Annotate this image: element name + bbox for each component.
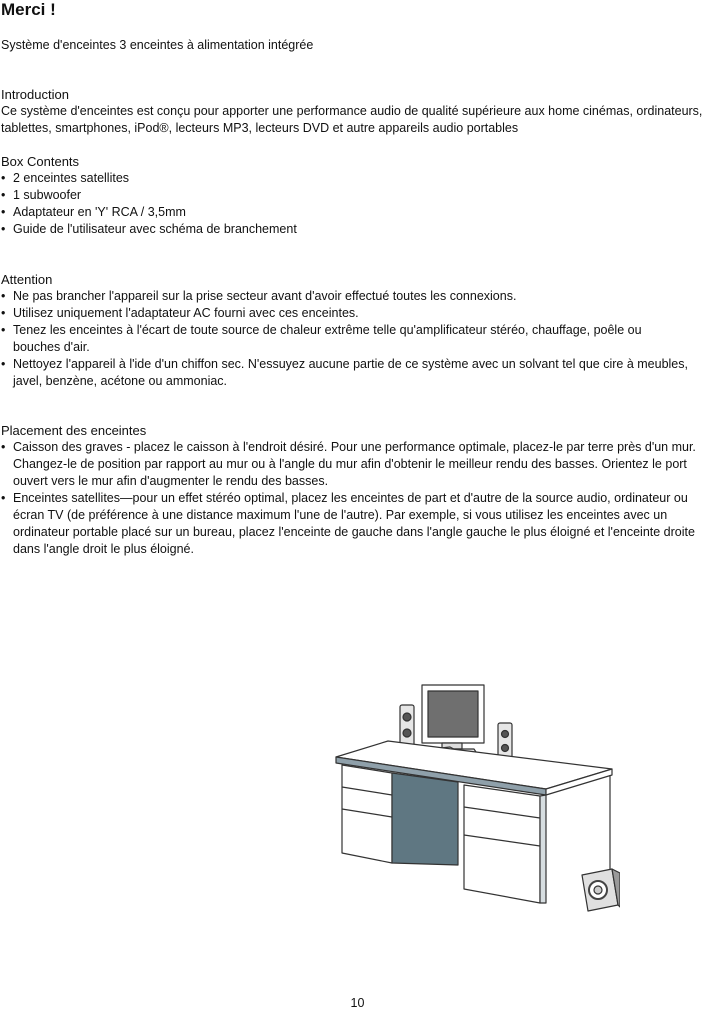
introduction-heading: Introduction <box>1 87 69 102</box>
product-subtitle: Système d'enceintes 3 enceintes à alimentation intégrée <box>1 38 314 52</box>
box-contents-list <box>1 170 713 238</box>
page-number: 10 <box>350 996 365 1010</box>
list-item: • Ne pas brancher l'appareil sur la prise secteur avant d'avoir effectué toutes les connexions. <box>1 288 713 305</box>
introduction-section <box>1 86 713 137</box>
list-item: • 1 subwoofer <box>1 187 713 204</box>
list-item: • 2 enceintes satellites <box>1 170 713 187</box>
list-item: • Adaptateur en 'Y' RCA / 3,5mm <box>1 204 713 221</box>
placement-heading: Placement des enceintes <box>1 423 147 438</box>
list-item: • Enceintes satellites—pour un effet stéréo optimal, placez les enceintes de part et d'autre de la source audio, ordinateur ou écran TV (de préférence à une distance maximum l'une de l'autre). Par exemple, si vous utilisez les enceintes avec un ordinateur portable placé sur un bureau, placez l'enceinte de gauche dans l'angle gauche le plus éloigné et l'enceinte droite dans l'angle droit le plus éloigné. <box>1 490 715 558</box>
attention-list <box>1 288 713 390</box>
attention-section <box>1 271 713 390</box>
page-title: Merci ! <box>1 0 56 19</box>
attention-heading: Attention <box>1 272 53 287</box>
placement-list <box>1 439 713 558</box>
subwoofer-icon <box>582 869 620 911</box>
desk-icon <box>336 741 612 903</box>
box-contents-heading: Box Contents <box>1 154 80 169</box>
box-contents-section <box>1 153 713 238</box>
introduction-text: Ce système d'enceintes est conçu pour apporter une performance audio de qualité supérieure aux home cinémas, ordinateurs, tablettes, smartphones, iPod®, lecteurs MP3, lecteurs DVD et autre appareils audio portables <box>1 104 703 135</box>
desk-speaker-illustration <box>330 675 620 915</box>
list-item: • Guide de l'utilisateur avec schéma de branchement <box>1 221 713 238</box>
list-item: • Caisson des graves - placez le caisson à l'endroit désiré. Pour une performance optimale, placez-le par terre près d'un mur. Changez-le de position par rapport au mur ou à l'angle du mur afin d'obtenir le meilleur rendu des basses. Orientez le port ouvert vers le mur afin d'augmenter le rendu des basses. <box>1 439 705 490</box>
list-item: • Utilisez uniquement l'adaptateur AC fourni avec ces enceintes. <box>1 305 713 322</box>
placement-section <box>1 422 713 558</box>
monitor-icon <box>422 685 484 755</box>
list-item: • Nettoyez l'appareil à l'ide d'un chiffon sec. N'essuyez aucune partie de ce système avec un solvant tel que cire à meubles, javel, benzène, acétone ou ammoniac. <box>1 356 713 390</box>
list-item: • Tenez les enceintes à l'écart de toute source de chaleur extrême telle qu'amplificateur stéréo, chauffage, poêle ou bouches d'air. <box>1 322 685 356</box>
